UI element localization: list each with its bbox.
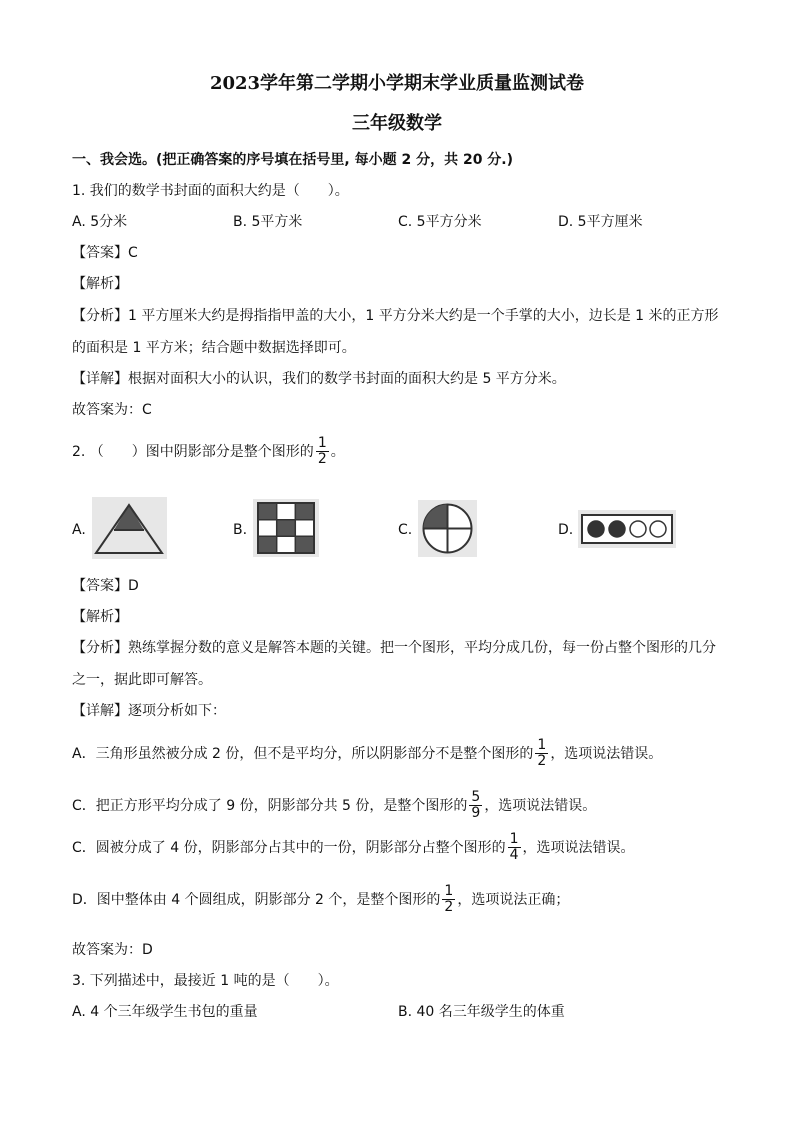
fraction-numerator: 1 bbox=[509, 831, 519, 847]
circle-quarter-shaded bbox=[424, 505, 448, 529]
triangle-shaded-top bbox=[114, 505, 144, 530]
q1-option-d: D. 5平方厘米 bbox=[558, 214, 643, 230]
q1-analysis-line1: 【分析】1 平方厘米大约是拇指指甲盖的大小，1 平方分米大约是一个手掌的大小，边长是 1 米的正方形 bbox=[72, 308, 719, 324]
fraction-denominator: 4 bbox=[509, 847, 519, 864]
q1-option-c: C. 5平方分米 bbox=[398, 214, 482, 230]
q2-option-d-label: D. bbox=[558, 522, 574, 538]
fraction-numerator: 1 bbox=[537, 737, 547, 753]
fraction-numerator: 5 bbox=[471, 789, 481, 805]
item-text-end: ，选项说法错误。 bbox=[550, 745, 663, 762]
item-text-end: ，选项说法错误。 bbox=[484, 797, 597, 814]
q2-option-a-label: A. bbox=[72, 522, 86, 538]
circle-empty bbox=[630, 521, 646, 537]
q2-item-d bbox=[72, 884, 569, 916]
q1-conclusion: 故答案为：C bbox=[72, 402, 152, 418]
q2-detail: 【详解】逐项分析如下： bbox=[72, 703, 226, 719]
fraction-numerator: 1 bbox=[317, 435, 327, 451]
fraction-denominator: 2 bbox=[537, 753, 547, 770]
figure-c-circle bbox=[418, 500, 477, 557]
figure-b-grid bbox=[253, 499, 319, 557]
grid-cell-shaded bbox=[277, 520, 296, 537]
q2-conclusion: 故答案为：D bbox=[72, 942, 153, 958]
fraction-denominator: 9 bbox=[471, 805, 481, 822]
q3-option-b: B. 40 名三年级学生的体重 bbox=[398, 1004, 565, 1020]
q1-detail: 【详解】根据对面积大小的认识，我们的数学书封面的面积大约是 5 平方分米。 bbox=[72, 371, 566, 387]
fraction bbox=[535, 738, 548, 770]
q1-jiexi-label: 【解析】 bbox=[72, 276, 128, 292]
q1-option-a: A. 5分米 bbox=[72, 214, 128, 230]
q1-stem: 1. 我们的数学书封面的面积大约是（ ）。 bbox=[72, 183, 349, 199]
q1-option-b: B. 5平方米 bbox=[233, 214, 303, 230]
circle-shaded bbox=[588, 521, 604, 537]
fraction-denominator: 2 bbox=[317, 451, 327, 468]
circle-shaded bbox=[609, 521, 625, 537]
item-text: D．图中整体由 4 个圆组成，阴影部分 2 个，是整个图形的 bbox=[72, 891, 441, 908]
q2-stem bbox=[72, 436, 345, 468]
grid-cell-shaded bbox=[258, 503, 277, 520]
q3-option-a: A. 4 个三年级学生书包的重量 bbox=[72, 1004, 258, 1020]
grid-cell-shaded bbox=[295, 503, 314, 520]
q2-answer: 【答案】D bbox=[72, 578, 139, 594]
fraction bbox=[508, 832, 521, 864]
fraction bbox=[316, 436, 329, 468]
item-text: A．三角形虽然被分成 2 份，但不是平均分，所以阴影部分不是整个图形的 bbox=[72, 745, 534, 762]
q2-item-a bbox=[72, 738, 662, 770]
q2-option-c-label: C. bbox=[398, 522, 413, 538]
q2-option-b-label: B. bbox=[233, 522, 248, 538]
q3-stem: 3. 下列描述中，最接近 1 吨的是（ ）。 bbox=[72, 973, 339, 989]
q2-jiexi-label: 【解析】 bbox=[72, 609, 128, 625]
exam-subject: 三年级数学 bbox=[352, 113, 442, 134]
figure-d-circles bbox=[578, 510, 676, 548]
figure-a-triangle bbox=[92, 497, 167, 559]
section-heading: 一、我会选。(把正确答案的序号填在括号里, 每小题 2 分，共 20 分.) bbox=[72, 152, 514, 168]
grid-cell-shaded bbox=[295, 536, 314, 553]
fraction-denominator: 2 bbox=[444, 899, 454, 916]
fraction-numerator: 1 bbox=[444, 883, 454, 899]
q2-stem-end: 。 bbox=[330, 443, 345, 460]
item-text-end: ，选项说法正确； bbox=[457, 891, 570, 908]
exam-title: 2023学年第二学期小学期末学业质量监测试卷 bbox=[209, 73, 585, 94]
circle-empty bbox=[650, 521, 666, 537]
item-text-end: ，选项说法错误。 bbox=[522, 839, 635, 856]
q2-item-c bbox=[72, 832, 635, 864]
q1-answer: 【答案】C bbox=[72, 245, 138, 261]
q2-analysis-line2: 之一，据此即可解答。 bbox=[72, 672, 212, 688]
item-text: C．把正方形平均分成了 9 份，阴影部分共 5 份，是整个图形的 bbox=[72, 797, 468, 814]
fraction bbox=[469, 790, 482, 822]
item-text: C．圆被分成了 4 份，阴影部分占其中的一份，阴影部分占整个图形的 bbox=[72, 839, 506, 856]
grid-cell-shaded bbox=[258, 536, 277, 553]
q2-stem-text: 2. （ ）图中阴影部分是整个图形的 bbox=[72, 443, 314, 460]
q1-analysis-line2: 的面积是 1 平方米；结合题中数据选择即可。 bbox=[72, 340, 356, 356]
fraction bbox=[442, 884, 455, 916]
q2-analysis-line1: 【分析】熟练掌握分数的意义是解答本题的关键。把一个图形，平均分成几份，每一份占整个图形的几分 bbox=[72, 640, 716, 656]
q2-item-b bbox=[72, 790, 596, 822]
